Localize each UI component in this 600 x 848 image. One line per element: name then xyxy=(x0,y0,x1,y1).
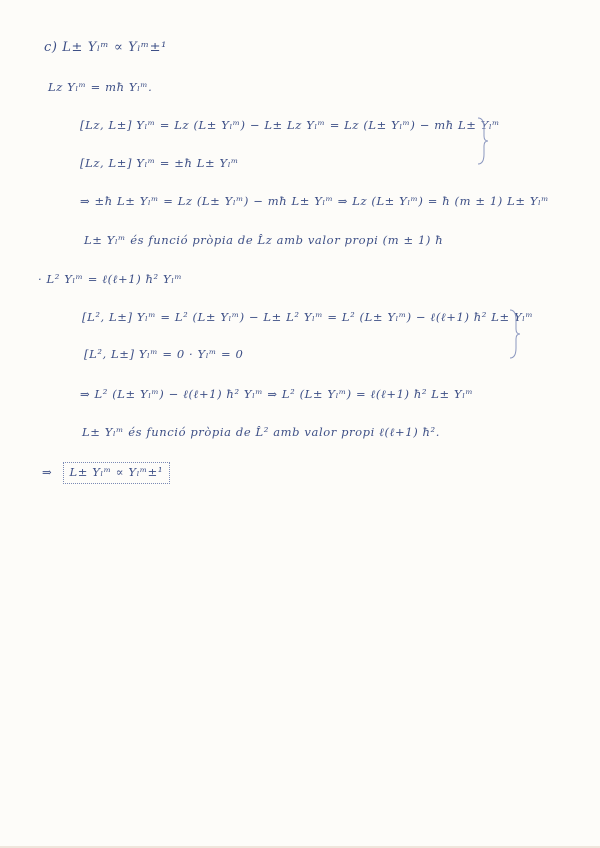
boxed-result: L± Yₗᵐ ∝ Yₗᵐ±¹ xyxy=(63,462,171,484)
brace-l2 xyxy=(508,308,522,360)
implies-arrow: ⇒ xyxy=(42,465,53,479)
section-heading: c) L± Yₗᵐ ∝ Yₗᵐ±¹ xyxy=(44,40,167,55)
lz-conclusion: L± Yₗᵐ és funció pròpia de L̂z amb valor propi (m ± 1) ħ xyxy=(84,233,444,247)
final-result xyxy=(42,462,170,484)
l2-conclusion: L± Yₗᵐ és funció pròpia de L̂² amb valor propi ℓ(ℓ+1) ħ². xyxy=(82,425,441,439)
brace-lz xyxy=(476,116,490,166)
commutator-lz-expansion: [Lz, L±] Yₗᵐ = Lz (L± Yₗᵐ) − L± Lz Yₗᵐ = Lz (L± Yₗᵐ) − mħ L± Yₗᵐ xyxy=(80,118,500,132)
commutator-l2-expansion: [L², L±] Yₗᵐ = L² (L± Yₗᵐ) − L± L² Yₗᵐ = L² (L± Yₗᵐ) − ℓ(ℓ+1) ħ² L± Yₗᵐ xyxy=(82,310,534,324)
eigen-equation-l2: · L² Yₗᵐ = ℓ(ℓ+1) ħ² Yₗᵐ xyxy=(38,272,183,286)
commutator-lz-value: [Lz, L±] Yₗᵐ = ±ħ L± Yₗᵐ xyxy=(80,156,239,170)
l2-derivation: ⇒ L² (L± Yₗᵐ) − ℓ(ℓ+1) ħ² Yₗᵐ ⇒ L² (L± Yₗᵐ) = ℓ(ℓ+1) ħ² L± Yₗᵐ xyxy=(80,387,474,401)
eigen-equation-lz: Lz Yₗᵐ = mħ Yₗᵐ. xyxy=(48,80,153,94)
lz-derivation: ⇒ ±ħ L± Yₗᵐ = Lz (L± Yₗᵐ) − mħ L± Yₗᵐ ⇒ Lz (L± Yₗᵐ) = ħ (m ± 1) L± Yₗᵐ xyxy=(80,194,550,208)
commutator-l2-value: [L², L±] Yₗᵐ = 0 · Yₗᵐ = 0 xyxy=(84,347,244,361)
